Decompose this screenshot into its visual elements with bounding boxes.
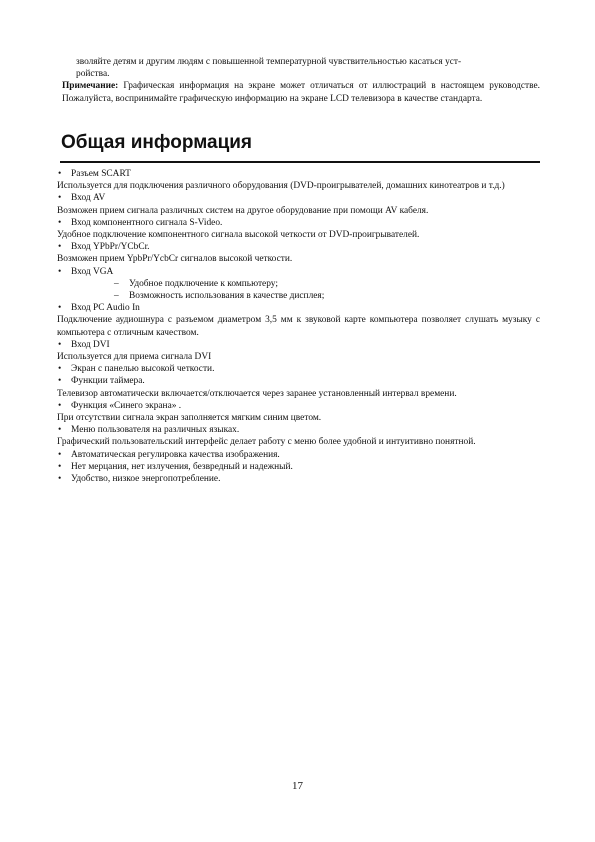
bullet-item bbox=[57, 339, 540, 351]
bullet-dot-icon: • bbox=[58, 339, 62, 350]
paragraph: Используется для подключения различного оборудования (DVD-проигрывателей, домашних кинотеатров и т.д.) bbox=[57, 181, 505, 192]
bullet-dot-icon: • bbox=[58, 400, 62, 411]
page-number: 17 bbox=[292, 780, 303, 792]
bullet-text: Разъем SCART bbox=[71, 169, 131, 179]
paragraph: Графический пользовательский интерфейс делает работу с меню более удобной и интуитивно понятной. bbox=[57, 437, 476, 448]
bullet-text: Вход PC Audio In bbox=[71, 303, 140, 314]
bullet-text: Вход компонентного сигнала S-Video. bbox=[71, 217, 223, 228]
paragraph: При отсутствии сигнала экран заполняется мягким синим цветом. bbox=[57, 413, 322, 424]
paragraph: Подключение аудиошнура с разъемом диаметром 3,5 мм к звуковой карте компьютера позволяет слушать музыку с компьютера с отличным качеством. bbox=[57, 315, 540, 338]
intro-line-1: зволяйте детям и другим людям с повышенной температурной чувствительностью касаться уст- bbox=[76, 57, 462, 67]
bullet-text: Функции таймера. bbox=[71, 376, 145, 387]
paragraph: Возможен прием YpbPr/YcbCr сигналов высокой четкости. bbox=[57, 254, 293, 265]
bullet-text: Вход VGA bbox=[71, 266, 114, 277]
dash-item bbox=[57, 278, 540, 290]
bullet-dot-icon: • bbox=[58, 474, 62, 485]
note-text: Графическая информация на экране может отличаться от иллюстраций в настоящем руководстве. Пожалуйста, воспринимайте графическую информацию на экране LCD телевизора в качестве стандарта. bbox=[62, 81, 540, 104]
paragraph: Телевизор автоматически включается/отключается через заранее установленный интервал времени. bbox=[57, 388, 457, 399]
bullet-text: Нет мерцания, нет излучения, безвредный и надежный. bbox=[71, 461, 293, 472]
bullet-item bbox=[57, 473, 540, 485]
bullet-item bbox=[57, 400, 540, 412]
bullet-text: Меню пользователя на различных языках. bbox=[71, 425, 240, 436]
bullet-text: Экран с панелью высокой четкости. bbox=[71, 364, 215, 375]
bullet-text: Автоматическая регулировка качества изображения. bbox=[71, 449, 280, 460]
dash-text: Возможность использования в качестве дисплея; bbox=[129, 291, 325, 302]
paragraph: Удобное подключение компонентного сигнала высокой четкости от DVD-проигрывателей. bbox=[57, 230, 420, 241]
bullet-item bbox=[57, 241, 540, 253]
intro-block bbox=[62, 56, 540, 105]
bullet-item bbox=[57, 449, 540, 461]
bullet-text: Вход AV bbox=[71, 193, 106, 204]
bullet-item bbox=[57, 363, 540, 375]
bullet-dot-icon: • bbox=[58, 193, 62, 204]
bullet-dot-icon: • bbox=[58, 376, 62, 387]
note-paragraph bbox=[62, 80, 540, 104]
bullet-dot-icon: • bbox=[58, 449, 62, 460]
bullet-item bbox=[57, 217, 540, 229]
bullet-text: Функция «Синего экрана» . bbox=[71, 400, 182, 411]
bullet-dot-icon: • bbox=[58, 217, 62, 228]
bullet-text: Удобство, низкое энергопотребление. bbox=[71, 474, 221, 485]
section-heading: Общая информация bbox=[61, 132, 253, 153]
bullet-text: Вход DVI bbox=[71, 339, 110, 350]
dash-icon: – bbox=[114, 291, 119, 302]
heading-rule bbox=[60, 161, 540, 163]
bullet-dot-icon: • bbox=[58, 169, 62, 179]
intro-line-2: ройства. bbox=[76, 69, 110, 80]
note-label: Примечание: bbox=[62, 81, 119, 92]
bullet-dot-icon: • bbox=[58, 266, 62, 277]
bullet-item bbox=[57, 168, 540, 180]
bullet-item bbox=[57, 461, 540, 473]
bullet-item bbox=[57, 302, 540, 314]
paragraph: Используется для приема сигнала DVI bbox=[57, 352, 212, 363]
dash-item bbox=[57, 290, 540, 302]
bullet-dot-icon: • bbox=[58, 242, 62, 253]
section-body bbox=[57, 168, 540, 485]
bullet-item bbox=[57, 424, 540, 436]
dash-text: Удобное подключение к компьютеру; bbox=[129, 278, 278, 289]
bullet-item bbox=[57, 375, 540, 387]
bullet-text: Вход YPbPr/YCbCr. bbox=[71, 242, 150, 253]
bullet-dot-icon: • bbox=[58, 303, 62, 314]
bullet-item bbox=[57, 192, 540, 204]
paragraph: Возможен прием сигнала различных систем на другое оборудование при помощи AV кабеля. bbox=[57, 205, 429, 216]
bullet-dot-icon: • bbox=[58, 461, 62, 472]
bullet-dot-icon: • bbox=[58, 425, 62, 436]
bullet-item bbox=[57, 266, 540, 278]
bullet-dot-icon: • bbox=[58, 364, 62, 375]
dash-icon: – bbox=[114, 278, 119, 289]
